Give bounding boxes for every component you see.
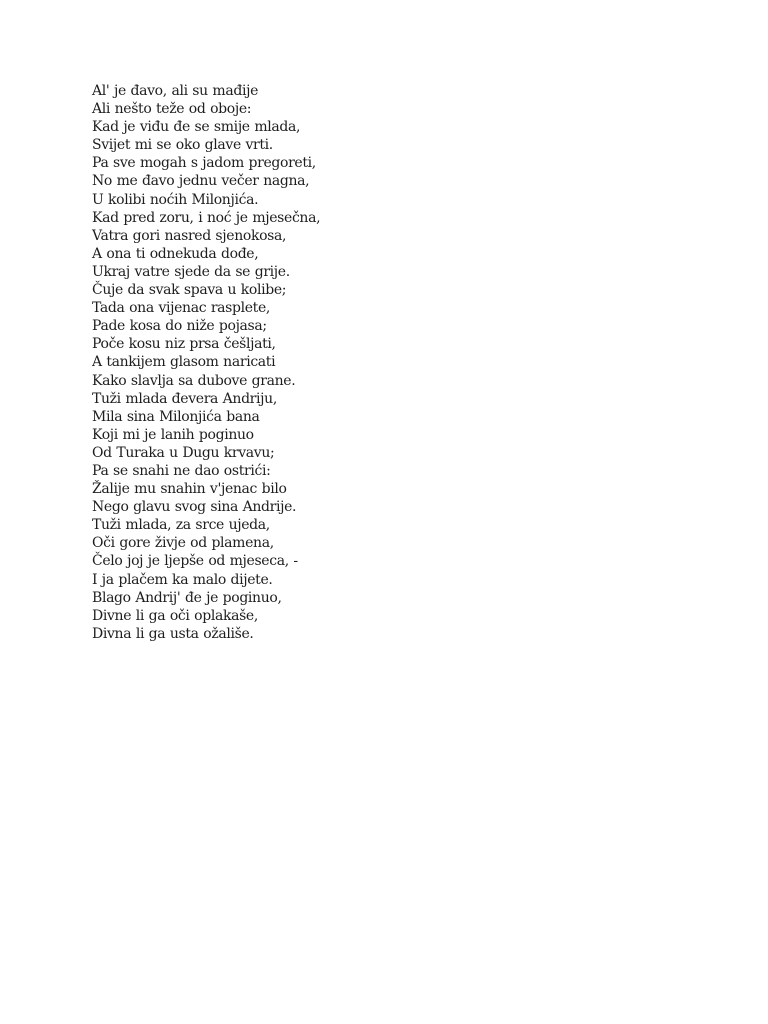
- poem-line: Oči gore živje od plamena,: [92, 535, 274, 552]
- poem-line: A ona ti odnekuda dođe,: [92, 245, 259, 262]
- poem-line: Koji mi je lanih poginuo: [92, 426, 254, 443]
- poem-line: Čelo joj je ljepše od mjeseca, -: [92, 553, 298, 570]
- poem-line: Pa sve mogah s jadom pregoreti,: [92, 155, 316, 172]
- poem-line: Poče kosu niz prsa češljati,: [92, 336, 276, 353]
- poem-text: [92, 82, 320, 643]
- poem-line: Žalije mu snahin v'jenac bilo: [92, 481, 287, 498]
- poem-line: Tada ona vijenac rasplete,: [92, 300, 270, 317]
- poem-line: Pade kosa do niže pojasa;: [92, 318, 267, 335]
- poem-line: Od Turaka u Dugu krvavu;: [92, 444, 275, 461]
- poem-line: Mila sina Milonjića bana: [92, 408, 260, 425]
- poem-line: No me đavo jednu večer nagna,: [92, 173, 310, 190]
- poem-line: I ja plačem ka malo dijete.: [92, 571, 273, 588]
- poem-line: Kako slavlja sa dubove grane.: [92, 372, 296, 389]
- poem-line: Vatra gori nasred sjenokosa,: [92, 227, 287, 244]
- poem-line: Al' je đavo, ali su mađije: [92, 83, 259, 99]
- poem-line: Čuje da svak spava u kolibe;: [92, 282, 287, 299]
- poem-line: Divna li ga usta ožališe.: [92, 625, 254, 642]
- poem-line: Ukraj vatre sjede da se grije.: [92, 263, 290, 280]
- poem-line: Ali nešto teže od oboje:: [92, 101, 252, 118]
- poem-line: U kolibi noćih Milonjića.: [92, 191, 259, 208]
- poem-line: Svijet mi se oko glave vrti.: [92, 137, 273, 154]
- poem-line: Kad je viđu đe se smije mlada,: [92, 119, 301, 136]
- poem-line: A tankijem glasom naricati: [92, 354, 276, 371]
- poem-line: Tuži mlada, za srce ujeda,: [92, 517, 270, 534]
- poem-line: Tuži mlada đevera Andriju,: [92, 390, 277, 407]
- poem-line: Pa se snahi ne dao ostrići:: [92, 462, 271, 479]
- poem-line: Nego glavu svog sina Andrije.: [92, 499, 297, 516]
- poem-line: Divne li ga oči oplakaše,: [92, 607, 258, 624]
- poem-line: Blago Andrij' đe je poginuo,: [92, 589, 282, 606]
- poem-line: Kad pred zoru, i noć je mjesečna,: [92, 209, 321, 226]
